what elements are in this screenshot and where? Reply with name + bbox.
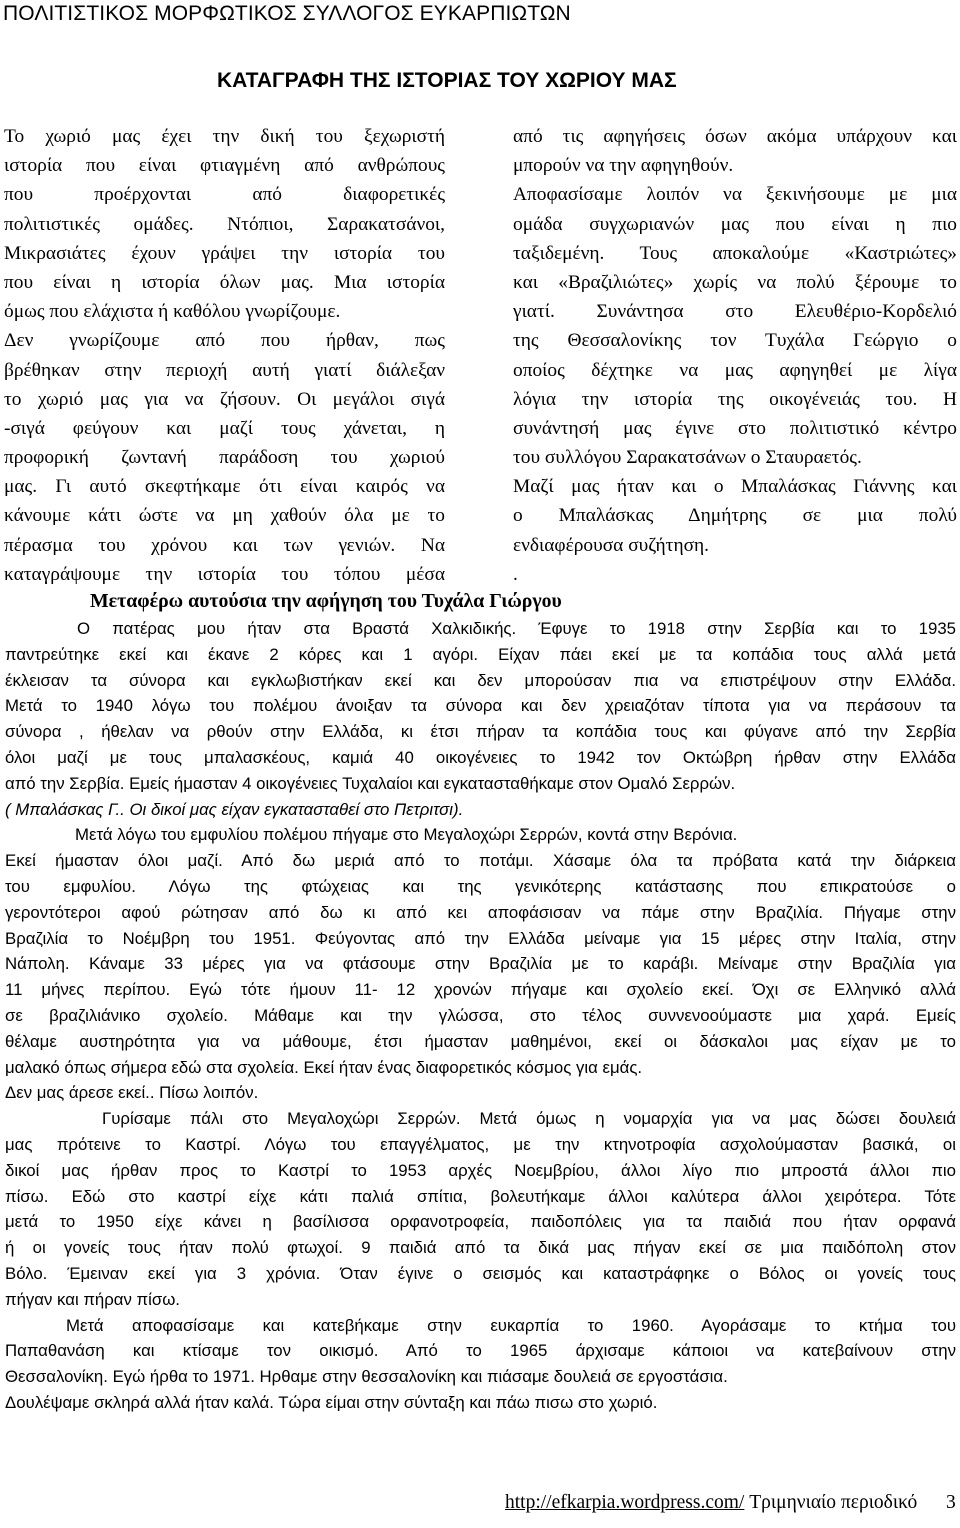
transcript-line: πήγαν και πήραν πίσω. xyxy=(5,1289,180,1309)
intro-line: της Θεσσαλονίκης τον Τυχάλα Γεώργιο ο xyxy=(513,330,957,352)
intro-line: που είναι η ιστορία όλων μας. Μια ιστορία xyxy=(4,271,445,293)
transcript-line: θέλαμε αυστηρότητα για να μάθουμε, έτσι ήμασταν μαθημένοι, εκεί οι δάσκαλοι μας είχαν με το xyxy=(5,1031,956,1051)
intro-line: που προέρχονται από διαφορετικές xyxy=(4,184,445,206)
transcript-line: Βραζιλία το Νοέμβρη του 1951. Φεύγοντας από την Ελλάδα μείναμε για 15 μέρες στην Ιταλία, στην xyxy=(5,928,956,948)
transcript-line: μετά το 1950 είχε κάνει η βασίλισσα ορφανοτροφεία, παιδοπόλεις για τα παιδιά που ήταν ορφανά xyxy=(5,1212,956,1232)
intro-line: ομάδα συγχωριανών μας που είναι η πιο xyxy=(513,213,957,235)
intro-line: ταξιδεμένη. Τους αποκαλούμε «Καστριώτες» xyxy=(513,242,957,264)
transcript-line: μας πρότεινε το Καστρί. Λόγω του επαγγέλματος, με την κτηνοτροφία ασχολούμασταν βασικά, οι xyxy=(5,1134,956,1154)
intro-line: Δεν γνωρίζουμε από που ήρθαν, πως xyxy=(4,330,445,352)
transcript-line: δικοί μας ήρθαν προς το Καστρί το 1953 αρχές Νοεμβρίου, άλλοι λίγο πιο μπροστά άλλοι πιο xyxy=(5,1160,956,1180)
organization-title: ΠΟΛΙΤΙΣΤΙΚΟΣ ΜΟΡΦΩΤΙΚΟΣ ΣΥΛΛΟΓΟΣ ΕΥΚΑΡΠΙΩΤΩΝ xyxy=(3,2,571,25)
transcript-line: του εμφυλίου. Λόγω της φτώχειας και της γενικότερης κατάστασης που επικρατούσε ο xyxy=(5,876,956,896)
transcript-line: παντρεύτηκε εκεί και έκανε 2 κόρες και 1 αγόρι. Είχαν πάει εκεί με τα κοπάδια τους αλλά μετά xyxy=(5,644,956,664)
intro-line: Το χωριό μας έχει την δική του ξεχωριστή xyxy=(4,126,445,147)
transcript-line: Μετά το 1940 λόγω του πολέμου άνοιξαν τα σύνορα και δεν χρειαζόταν τίποτα για να περάσουν τα xyxy=(5,696,956,716)
intro-line: μπορούν να την αφηγηθούν. xyxy=(513,155,734,177)
intro-line: . xyxy=(513,563,518,585)
transcript-line: Ο πατέρας μου ήταν στα Βραστά Χαλκιδικής. Έφυγε το 1918 στην Σερβία και το 1935 xyxy=(77,619,956,638)
page-number: 3 xyxy=(946,1492,956,1513)
intro-line: το χωριό μας για να ζήσουν. Οι μεγάλοι σιγά xyxy=(4,388,445,410)
transcript-body xyxy=(5,616,956,1416)
transcript-line: Δουλέψαμε σκληρά αλλά ήταν καλά. Τώρα είμαι στην σύνταξη και πάω πισω στο χωριό. xyxy=(5,1392,658,1412)
transcript-line: γεροντότεροι αφού ρώτησαν από δω κι από κει αποφάσισαν να πάμε στην Βραζιλία. Πήγαμε στην xyxy=(5,902,956,922)
transcript-line: Βόλο. Έμειναν εκεί για 3 χρόνια. Όταν έγινε ο σεισμός και καταστράφηκε ο Βόλος οι γονείς τους xyxy=(5,1263,956,1283)
transcript-line: σε βραζιλιάνικο σχολείο. Μάθαμε και την γλώσσα, στο τέλος συννενοούμαστε μια χαρά. Εμείς xyxy=(5,1005,956,1025)
transcript-line: Μετά λόγω του εμφυλίου πολέμου πήγαμε στο Μεγαλοχώρι Σερρών, κοντά στην Βερόνια. xyxy=(75,825,738,845)
document-title: ΚΑΤΑΓΡΑΦΗ ΤΗΣ ΙΣΤΟΡΙΑΣ ΤΟΥ ΧΩΡΙΟΥ ΜΑΣ xyxy=(217,69,677,92)
intro-line: οποίος δέχτηκε να μας αφηγηθεί με λίγα xyxy=(513,359,957,381)
intro-line: λόγια την ιστορία της οικογένειάς του. Η xyxy=(513,388,957,410)
transcript-line: σύνορα , ήθελαν να ρθούν στην Ελλάδα, κι έτσι πήραν τα κοπάδια τους και φύγανε από την Σερβία xyxy=(5,722,956,742)
transcript-line: έκλεισαν τα σύνορα και εγκλωβιστήκαν εκεί και δεν μπορούσαν πια να επιστρέψουν στην Ελλάδα. xyxy=(5,670,956,690)
footer-caption: Τριμηνιαίο περιοδικό xyxy=(744,1492,918,1513)
transcript-line: Θεσσαλονίκη. Εγώ ήρθα το 1971. Ηρθαμε στην θεσσαλονίκη και πιάσαμε δουλειά σε εργοστάσια. xyxy=(5,1367,728,1387)
intro-line: ιστορία που είναι φτιαγμένη από ανθρώπους xyxy=(4,155,445,177)
intro-line: πέρασμα του χρόνου και των γενιών. Να xyxy=(4,534,445,556)
transcript-line: ( Μπαλάσκας Γ.. Οι δικοί μας είχαν εγκατασταθεί στο Πετριτσι). xyxy=(5,799,464,819)
intro-line: μας. Γι αυτό σκεφτήκαμε ότι είναι καιρός να xyxy=(4,476,445,498)
transcript-line: Μετά αποφασίσαμε και κατεβήκαμε στην ευκαρπία το 1960. Αγοράσαμε το κτήμα του xyxy=(66,1315,956,1335)
transcript-line: Δεν μας άρεσε εκεί.. Πίσω λοιπόν. xyxy=(5,1083,259,1103)
intro-line: Αποφασίσαμε λοιπόν να ξεκινήσουμε με μια xyxy=(513,184,957,206)
intro-line: συνάντησή μας έγινε στο πολιτιστικό κέντρο xyxy=(513,417,957,439)
intro-line: και «Βραζιλιώτες» χωρίς να πολύ ξέρουμε το xyxy=(513,271,957,293)
website-link[interactable]: http://efkarpia.wordpress.com/ xyxy=(505,1492,745,1513)
intro-line: -σιγά φεύγουν και μαζί τους χάνεται, η xyxy=(4,417,445,439)
transcript-line: πίσω. Εδώ στο καστρί είχε κάτι παλιά σπίτια, βολευτήκαμε άλλοι καλύτερα άλλοι χειρότερα. Τότε xyxy=(5,1186,956,1206)
intro-line: ο Μπαλάσκας Δημήτρης σε μια πολύ xyxy=(513,505,957,527)
transcript-line: μαλακό όπως σήμερα εδώ στα σχολεία. Εκεί ήταν ένας διαφορετικός κόσμος για εμάς. xyxy=(5,1057,643,1077)
transcript-line: Γυρίσαμε πάλι στο Μεγαλοχώρι Σερρών. Μετά όμως η νομαρχία για να μας δώσει δουλειά xyxy=(102,1109,956,1129)
intro-line: βρέθηκαν στην περιοχή αυτή γιατί διάλεξαν xyxy=(4,359,445,381)
transcript-line: από την Σερβία. Εμείς ήμασταν 4 οικογένειες Τυχαλαίοι και εγκατασταθήκαμε στον Ομαλό Σερρών. xyxy=(5,773,736,793)
intro-left-column xyxy=(4,122,445,589)
intro-right-column xyxy=(513,122,957,589)
intro-line: του συλλόγου Σαρακατσάνων ο Σταυραετός. xyxy=(513,447,862,469)
intro-line: Μαζί μας ήταν και ο Μπαλάσκας Γιάννης και xyxy=(513,476,957,498)
intro-line: καταγράψουμε την ιστορία του τόπου μέσα xyxy=(4,563,445,585)
transcript-line: 11 μήνες περίπου. Εγώ τότε ήμουν 11- 12 χρονών πήγαμε και σχολείο εκεί. Όχι σε Ελληνικό αλλά xyxy=(5,980,956,1000)
intro-line: πολιτιστικές ομάδες. Ντόπιοι, Σαρακατσάνοι, xyxy=(4,213,445,235)
intro-line: από τις αφηγήσεις όσων ακόμα υπάρχουν και xyxy=(513,126,957,147)
intro-line: προφορική ζωντανή παράδοση του χωριού xyxy=(4,447,445,469)
transcript-line: όλοι μαζί με τους μπαλασκέους, καμιά 40 οικογένειες το 1942 τον Οκτώβρη ήρθαν στην Ελλάδα xyxy=(5,747,956,767)
footer xyxy=(505,1492,917,1514)
intro-line: Μικρασιάτες έχουν γράψει την ιστορία του xyxy=(4,242,445,264)
intro-line: κάνουμε κάτι ώστε να μη χαθούν όλα με το xyxy=(4,505,445,527)
intro-line: γιατί. Συνάντησα στο Ελευθέριο-Κορδελιό xyxy=(513,301,957,323)
intro-line: ενδιαφέρουσα συζήτηση. xyxy=(513,534,710,556)
transcript-line: Παπαθανάση και κτίσαμε τον οικισμό. Από το 1965 άρχισαμε κάποιοι να κατεβαίνουν στην xyxy=(5,1341,956,1361)
transcript-line: ή οι γονείς τους ήταν πολύ φτωχοί. 9 παιδιά από τα δικά μας πήγαν εκεί σε μια παιδόπολη στον xyxy=(5,1238,956,1258)
transcript-line: Εκεί ήμασταν όλοι μαζί. Από δω μεριά από το ποτάμι. Χάσαμε όλα τα πρόβατα κατά την διάρκεια xyxy=(5,851,956,871)
transcript-heading: Μεταφέρω αυτούσια την αφήγηση του Τυχάλα Γιώργου xyxy=(90,590,562,612)
intro-line: όμως που ελάχιστα ή καθόλου γνωρίζουμε. xyxy=(4,301,341,323)
transcript-line: Νάπολη. Κάναμε 33 μέρες για να φτάσουμε στην Βραζιλία με το καράβι. Μείναμε στην Βραζιλία για xyxy=(5,954,956,974)
